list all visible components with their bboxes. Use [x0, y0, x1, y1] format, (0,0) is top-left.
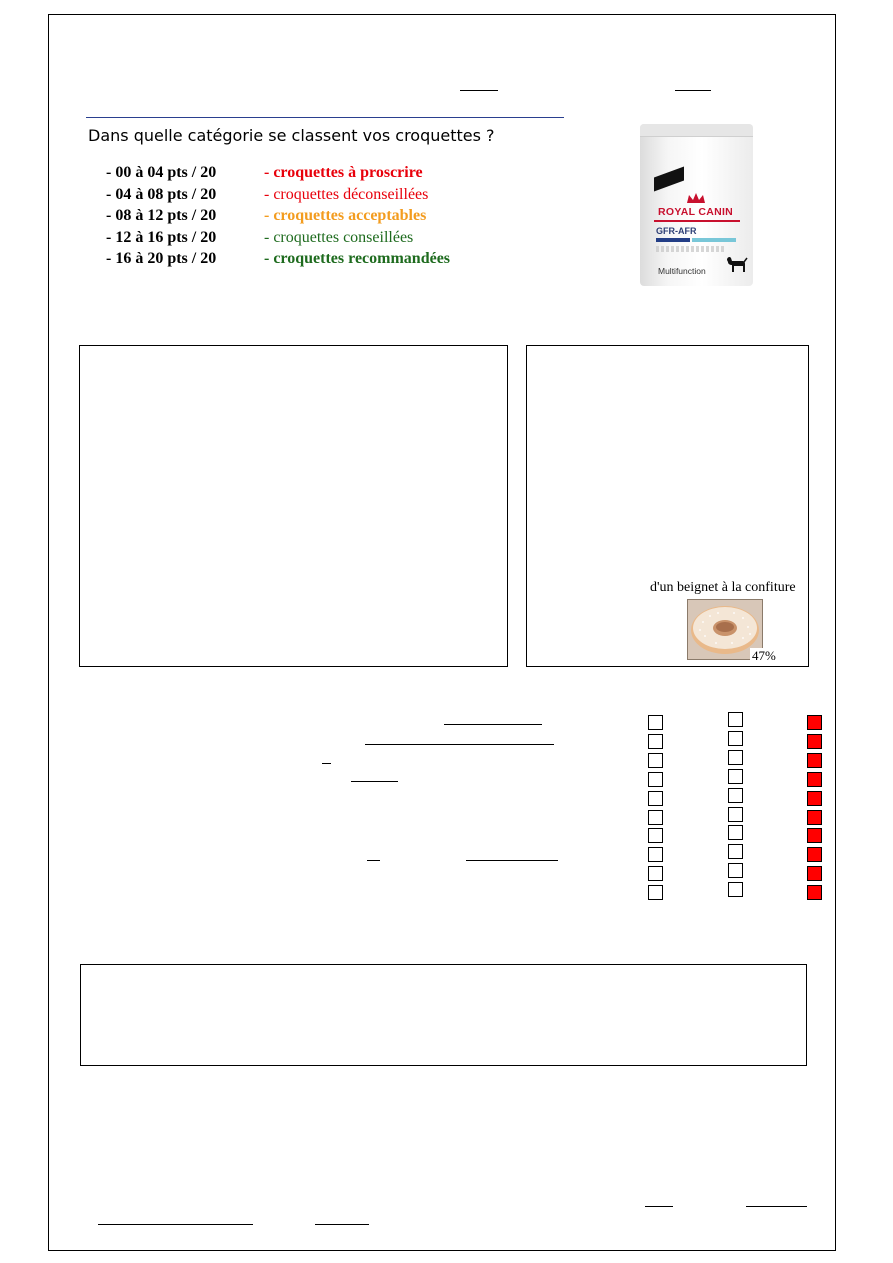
checkbox[interactable] [648, 847, 663, 862]
category-range: - 04 à 08 pts / 20 [106, 185, 217, 203]
brand-underline [654, 220, 740, 222]
blank-line [466, 860, 558, 861]
checkbox[interactable] [648, 866, 663, 881]
blank-line [351, 781, 398, 782]
category-range: - 12 à 16 pts / 20 [106, 228, 217, 246]
label-bar [692, 238, 736, 242]
blank-line [367, 860, 380, 861]
category-range: - 00 à 04 pts / 20 [106, 164, 217, 181]
checkbox[interactable] [728, 825, 743, 840]
category-range: - 16 à 20 pts / 20 [106, 250, 217, 267]
checkbox[interactable] [807, 828, 822, 843]
checkbox[interactable] [728, 863, 743, 878]
checkbox[interactable] [648, 753, 663, 768]
category-label: - croquettes conseillées [264, 228, 414, 246]
checkbox[interactable] [807, 866, 822, 881]
checkbox[interactable] [807, 772, 822, 787]
category-label: - croquettes déconseillées [264, 185, 429, 203]
category-label: - croquettes à proscrire [264, 164, 423, 181]
dog-icon [724, 252, 748, 274]
category-range: - 08 à 12 pts / 20 [106, 207, 217, 224]
blank-line [746, 1206, 807, 1207]
bottom-panel [80, 964, 807, 1066]
blank-line [98, 1224, 253, 1225]
checkbox[interactable] [728, 731, 743, 746]
category-question: Dans quelle catégorie se classent vos croquettes ? [88, 126, 495, 145]
checkbox[interactable] [728, 750, 743, 765]
section-rule [86, 117, 564, 118]
checkbox[interactable] [728, 788, 743, 803]
blank-line [315, 1224, 369, 1225]
blank-line [444, 724, 542, 725]
checkbox[interactable] [807, 810, 822, 825]
checkbox[interactable] [807, 734, 822, 749]
percent-label: 47% [752, 648, 776, 663]
crown-icon [686, 192, 706, 204]
category-list [106, 162, 450, 270]
checkbox[interactable] [648, 810, 663, 825]
blank-line [365, 744, 554, 745]
category-item [106, 227, 450, 249]
product-brand: ROYAL CANIN [658, 206, 734, 218]
bag-stripe [654, 167, 684, 192]
category-item [106, 248, 450, 270]
category-item [106, 205, 450, 227]
checkbox[interactable] [648, 734, 663, 749]
donut-caption: d'un beignet à la confiture [650, 580, 796, 595]
checkbox[interactable] [807, 715, 822, 730]
checkbox[interactable] [648, 791, 663, 806]
checkbox[interactable] [648, 772, 663, 787]
checkbox[interactable] [728, 712, 743, 727]
left-panel [79, 345, 508, 667]
checkbox[interactable] [648, 885, 663, 900]
label-bar [656, 238, 690, 242]
bag-top [640, 124, 753, 137]
checkbox[interactable] [807, 847, 822, 862]
checkbox[interactable] [807, 885, 822, 900]
blank-line [675, 90, 711, 91]
product-bag-image [640, 124, 753, 286]
checkbox[interactable] [648, 828, 663, 843]
checkbox[interactable] [728, 844, 743, 859]
checkbox[interactable] [807, 753, 822, 768]
category-label: - croquettes recommandées [264, 250, 451, 267]
product-variant: Multifunction [658, 266, 706, 276]
checkbox[interactable] [807, 791, 822, 806]
checkbox[interactable] [728, 882, 743, 897]
checkbox[interactable] [728, 807, 743, 822]
fine-print [656, 246, 726, 252]
checkbox[interactable] [728, 769, 743, 784]
product-code: GFR-AFR [656, 226, 697, 236]
blank-line [645, 1206, 673, 1207]
blank-line [460, 90, 498, 91]
checkbox[interactable] [648, 715, 663, 730]
right-panel [526, 345, 809, 667]
blank-line [322, 763, 331, 764]
category-label: - croquettes acceptables [264, 207, 427, 224]
category-item [106, 162, 450, 184]
category-item [106, 184, 450, 206]
